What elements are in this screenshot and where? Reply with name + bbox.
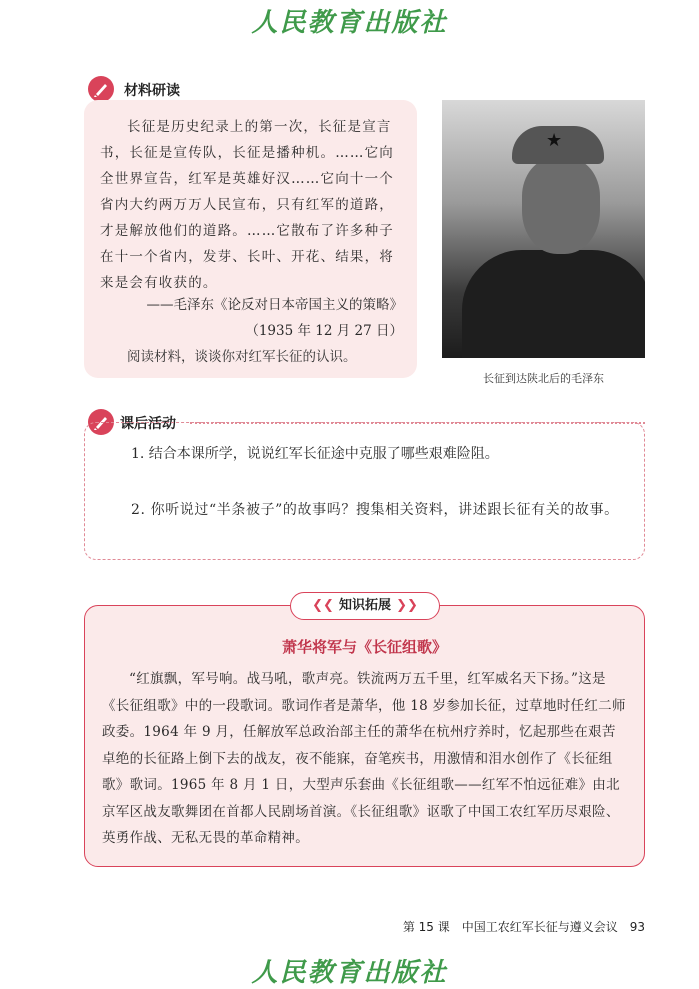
chevron-right-icon: ❯❯ <box>396 598 418 613</box>
portrait-photo: ★ <box>442 100 645 358</box>
material-quote: 长征是历史纪录上的第一次，长征是宣言书，长征是宣传队，长征是播种机。……它向全世界宣告，红军是英雄好汉……它向十一个省内大约两万万人民宣布，只有红军的道路，才是解放他们的道路。……它散布了许多种子在十一个省内，发芽、长叶、开花、结果，将来是会有收获的。 <box>100 119 394 291</box>
pen-icon <box>88 76 114 102</box>
photo-caption: 长征到达陕北后的毛泽东 <box>483 372 604 385</box>
extension-title: 萧华将军与《长征组歌》 <box>281 638 447 656</box>
activity-item-1: 1. 结合本课所学，说说红军长征途中克服了哪些艰难险阻。 <box>131 446 499 462</box>
material-date: （1935 年 12 月 27 日） <box>245 323 403 339</box>
publisher-footer: 人民教育出版社 <box>251 958 448 988</box>
chevron-left-icon: ❮❮ <box>312 598 334 613</box>
material-source: ——毛泽东《论反对日本帝国主义的策略》 <box>146 297 403 313</box>
section-title-material: 材料研读 <box>124 83 180 99</box>
extension-text: “红旗飘，军号响。战马吼，歌声亮。铁流两万五千里，红军威名天下扬。”这是《长征组歌》中的一段歌词。歌词作者是萧华，他 18 岁参加长征，过草地时任红二师政委。1964 年 9 月，任解放军总政治部主任的萧华在杭州疗养时，忆起那些在艰苦卓绝的长征路上倒下去的战友，夜不能寐，奋笔疾书，用激情和泪水创作了《长征组歌》歌词。1965 年 8 月 1 日，大型声乐套曲《长征组歌——红军不怕远征难》由北京军区战友歌舞团在首都人民剧场首演。《长征组歌》讴歌了中国工农红军历尽艰险、英勇作战、无私无畏的革命精神。 <box>102 671 626 846</box>
publisher-header: 人民教育出版社 <box>251 8 448 38</box>
activity-panel <box>84 422 645 560</box>
material-panel <box>84 100 417 378</box>
page-footer: 第 15 课 中国工农红军长征与遵义会议 93 <box>402 920 645 934</box>
activity-item-2: 2. 你听说过“半条被子”的故事吗？搜集相关资料，讲述跟长征有关的故事。 <box>131 502 619 518</box>
material-question: 阅读材料，谈谈你对红军长征的认识。 <box>127 349 357 365</box>
extension-tab <box>290 592 440 620</box>
section-title-activity: 课后活动 <box>120 413 180 433</box>
extension-tab-label: 知识拓展 <box>338 598 391 613</box>
